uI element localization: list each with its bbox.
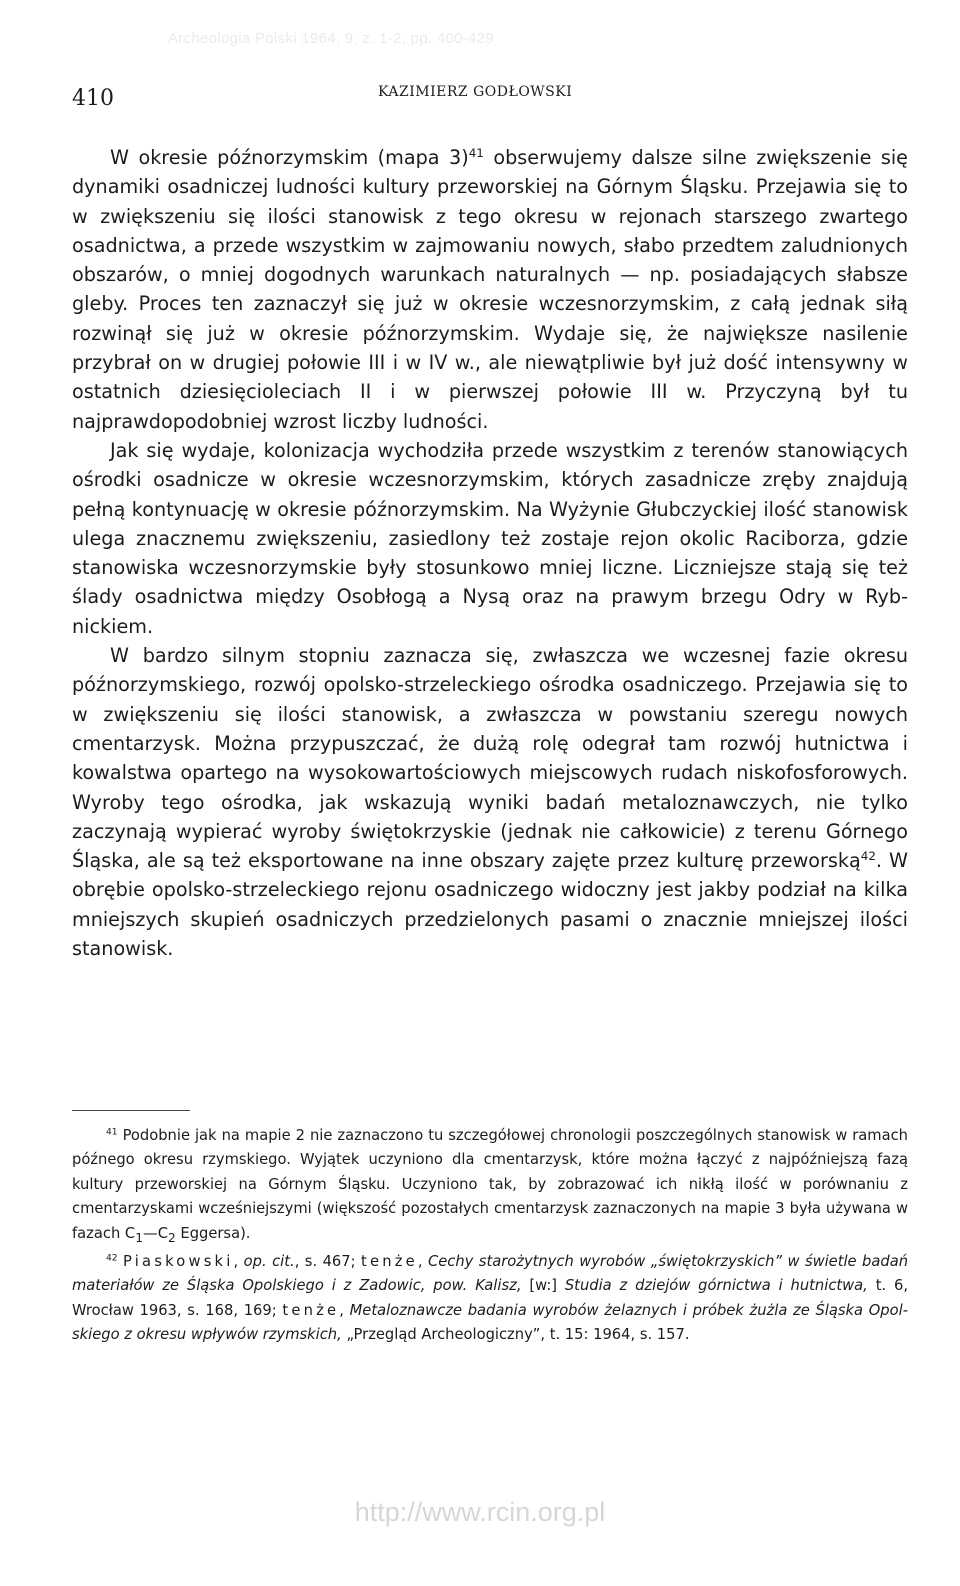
series-title: Studia z dziejów górnictwa i hutnictwa, <box>564 1277 868 1295</box>
paragraph-1-rest: obserwujemy dalsze silne zwiększenie się dynamiki osadniczej ludności kultury przeworskiej na Górnym Śląsku. Przejawia się to w zwiększeniu się ilości stanowisk z tego okresu w rejonach starszego zwartego osadnictwa, a przede wszystkim w zajmowaniu nowych, słabo przedtem zaludnionych obszarów, o mniej dogodnych warunkach naturalnych — np. posiadających słabsze gleby. Proces ten zaznaczył się już w okresie wczesnorzymskim, z całą jednak siłą rozwinął się już w okresie późnorzymskim. Wydaje się, że największe nasilenie przybrał on w drugiej połowie III i w IV w., ale niewątpliwie był już dość intensywny w ostatnich dziesięcioleciach II i w pierwszej połowie III w. Przyczyną był tu najprawdopodobniej wzrost liczby ludności. <box>72 146 908 433</box>
footnote-42-text-3: , <box>417 1252 428 1270</box>
footnote-42 <box>72 1250 908 1348</box>
footnote-divider <box>72 1110 190 1111</box>
footnote-42-text-1: , <box>233 1252 244 1270</box>
footnote-41-dash: —C <box>143 1224 168 1242</box>
footnote-42-text-7: „Przegląd Archeologiczny”, t. 15: 1964, s. 157. <box>341 1326 690 1344</box>
footnote-42-text-6: , <box>339 1301 350 1319</box>
footnote-41-sub-2: 2 <box>167 1230 176 1245</box>
footnote-number-42: 42 <box>106 1253 118 1264</box>
source-url-watermark: http://www.rcin.org.pl <box>354 1497 606 1527</box>
author-name: Piaskowski <box>123 1252 234 1270</box>
footnote-42-text-2: , s. 467; <box>294 1252 361 1270</box>
footnote-42-text-4: [w:] <box>521 1277 565 1295</box>
footnote-41-end: Eggersa). <box>175 1224 251 1242</box>
footnote-ref-42[interactable]: 42 <box>860 848 876 863</box>
archive-watermark-top: Archeologia Polski 1964, 9, z. 1-2, pp. 400-429 <box>168 30 494 47</box>
paragraph-2: Jak się wydaje, kolonizacja wychodziła przede wszystkim z terenów stanowiących ośrodki osadnicze w okresie wczesnorzymskim, których zasadnicze zręby znajdują pełną kontynuację w okresie późnorzymskim. Na Wyżynie Głubczyckiej ilość stanowisk ulega znacznemu zwiększeniu, zasiedlony też zostaje rejon okolic Raciborza, gdzie stanowiska wczesnorzymskie były stosunkowo mniej liczne. Liczniejsze stają się też ślady osadnictwa między Osobłogą a Nysą oraz na prawym brzegu Odry w Rybnickiem. <box>72 438 908 638</box>
page-number: 410 <box>72 86 114 111</box>
footnote-ref-41[interactable]: 41 <box>468 145 484 160</box>
footnote-41-sub-1: 1 <box>135 1230 143 1245</box>
main-text <box>72 143 908 963</box>
article-title-1: Cechy starożytnych wyrobów „świętokrzyskich” w świetle badań materiałów ze Śląska Opolskiego i z Zadowic, pow. Kalisz, <box>72 1252 909 1295</box>
author-ibid: tenże <box>361 1252 418 1270</box>
citation-abbrev: op. cit. <box>243 1252 295 1270</box>
footnote-number-41: 41 <box>106 1127 118 1138</box>
paragraph-3-rest: . W obrębie opolsko-strzeleckiego rejonu osadniczego widoczny jest jakby podział na kilka mniejszych skupień osadniczych przedzielonych pasami o znacznie mniejszej ilości stanowisk. <box>72 849 908 961</box>
paragraph-1 <box>72 143 908 436</box>
running-head: KAZIMIERZ GODŁOWSKI <box>378 84 573 100</box>
footnotes <box>72 1124 908 1348</box>
footnote-41-text: Podobnie jak na mapie 2 nie zaznaczono tu szczegółowej chronologii poszczególnych stanowisk w ramach późnego okresu rzymskiego. Wyjątek uczyniono dla cmentarzysk, które można łączyć z najpóźniejszą fazą kultury przeworskiej na Górnym Śląsku. Uczyniono tak, by zobrazować ich nikłą ilość w porównaniu z cmentarzyskami wcześniejszymi (większość pozostałych cmentarzysk zaznaczonych na mapie 3 była używana w fazach C <box>72 1127 908 1242</box>
footnote-42-text-5: t. 6, Wrocław 1963, s. 168, 169; <box>72 1277 909 1319</box>
paragraph-3-start: W bardzo silnym stopniu zaznacza się, zwłaszcza we wczesnej fazie okresu późnorzymskiego, rozwój opolsko-strzeleckiego ośrodka osadniczego. Przejawia się to w zwiększeniu się ilości stanowisk, a zwłaszcza w powstaniu szeregu nowych cmentarzysk. Można przypuszczać, że dużą rolę odegrał tam rozwój hutnictwa i kowalstwa opartego na wysokowartościowych miejscowych rudach niskofosforowych. Wyroby tego ośrodka, jak wskazują wyniki badań metaloznawczych, nie tylko zaczynają wypierać wyroby świętokrzyskie (jednak nie całkowicie) z terenu Górnego Śląska, ale są też eksportowane na inne obszary zajęte przez kulturę przeworską <box>72 644 908 873</box>
article-title-2: Metaloznawcze badania wyrobów żelaznych i próbek żużla ze Śląska Opolskiego z okresu wpływów rzymskich, <box>72 1301 908 1344</box>
author-ibid-2: tenże <box>282 1301 340 1319</box>
paragraph-1-start: W okresie późnorzymskim (mapa 3) <box>110 146 469 169</box>
footnote-41 <box>72 1124 908 1250</box>
paragraph-3 <box>72 641 908 963</box>
